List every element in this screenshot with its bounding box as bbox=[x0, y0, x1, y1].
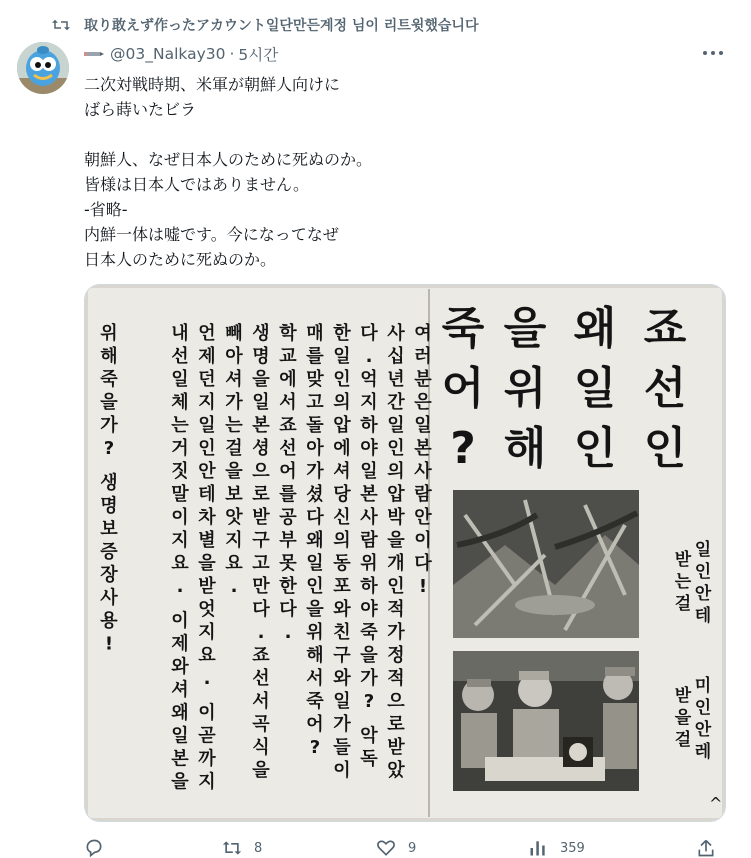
like-button[interactable] bbox=[376, 838, 416, 858]
share-button[interactable] bbox=[696, 838, 728, 858]
body-column: 한 일 인 의 압 에 셔 당 신 의 동 포 와 친 구 와 일 가 들 이 bbox=[333, 323, 351, 781]
tweet-line: 二次対戦時期、米軍が朝鮮人向けに bbox=[84, 75, 341, 94]
tweet-line bbox=[84, 122, 724, 147]
body-column: 여 러 분 은 일 본 사 람 안 이 다 ! bbox=[414, 323, 432, 597]
title-column: 죠 선 인 bbox=[643, 303, 687, 474]
retweet-icon bbox=[222, 838, 242, 858]
retweet-button[interactable] bbox=[222, 838, 262, 858]
retweet-notice[interactable] bbox=[52, 14, 478, 36]
title-column: 죽 어 ? bbox=[441, 303, 485, 474]
tweet-time[interactable]: 5시간 bbox=[238, 46, 279, 64]
tweet-media-image[interactable] bbox=[84, 284, 726, 822]
avatar[interactable] bbox=[17, 42, 69, 94]
author-handle[interactable]: @03_Nalkay30 bbox=[110, 45, 226, 63]
views-count: 359 bbox=[560, 840, 585, 856]
body-column: 빼 아 셔 가 는 걸 을 보 앗 지 요 . bbox=[225, 323, 243, 597]
share-icon bbox=[696, 838, 716, 858]
retweet-count: 8 bbox=[254, 840, 263, 856]
body-column: 언 제 던 지 일 인 안 테 차 별 을 받 엇 지 요 . 이 곧 까 지 bbox=[198, 323, 216, 793]
tweet-line: 日本人のために死ぬのか。 bbox=[84, 250, 277, 269]
tweet-header bbox=[84, 44, 278, 64]
tweet-line: 朝鮮人、なぜ日本人のために死ぬのか。 bbox=[84, 150, 373, 169]
title-column: 을 위 해 bbox=[503, 303, 547, 474]
body-column: 사 십 년 간 일 인 의 압 박 을 개 인 적 가 정 적 으 로 받 았 bbox=[387, 323, 405, 781]
body-column: 매 를 맞 고 돌 아 가 셨 다 왜 일 인 을 위 해 서 죽 어 ? bbox=[306, 323, 324, 758]
reply-icon bbox=[84, 838, 104, 858]
views-button[interactable] bbox=[528, 838, 585, 858]
body-column: 생 명 을 일 본 셩 으 로 받 구 고 만 다 . 죠 선 서 곡 식 을 bbox=[252, 323, 270, 781]
photo-soldiers bbox=[453, 651, 639, 791]
retweet-icon bbox=[52, 17, 70, 33]
caption-column: 받 는 걸 bbox=[674, 550, 692, 614]
more-dots-icon[interactable] bbox=[700, 44, 726, 62]
tweet-line: -省略- bbox=[84, 200, 128, 219]
avatar-image bbox=[17, 42, 69, 94]
caption-column: 받 을 걸 bbox=[674, 686, 692, 750]
heart-icon bbox=[376, 838, 396, 858]
header-separator: · bbox=[229, 45, 235, 63]
caption-column: 미 인 안 레 bbox=[694, 676, 712, 762]
like-count: 9 bbox=[408, 840, 417, 856]
reply-button[interactable] bbox=[84, 838, 116, 858]
views-icon bbox=[528, 838, 548, 858]
caption-column: 일 인 안 테 bbox=[694, 540, 712, 626]
tweet-text bbox=[84, 72, 724, 272]
pencil-icon bbox=[84, 48, 104, 60]
body-column: 다 . 억 지 하 야 일 본 사 람 위 하 야 죽 을 가 ? 악 독 bbox=[360, 323, 378, 770]
title-column: 왜 일 인 bbox=[573, 303, 617, 474]
page-mark: ^ bbox=[709, 794, 723, 813]
body-column: 위 해 죽 을 가 ? 생 명 보 증 장 사 용 ! bbox=[100, 323, 118, 655]
tweet-actions bbox=[84, 838, 724, 858]
leaflet-scan bbox=[85, 285, 725, 821]
body-column: 학 교 에 서 죠 선 어 를 공 부 못 한 다 . bbox=[279, 323, 297, 643]
tweet-line: ばら蒔いたビラ bbox=[84, 100, 197, 119]
tweet-line: 内鮮一体は嘘です。今になってなぜ bbox=[84, 225, 339, 244]
tweet-line: 皆様は日本人ではありません。 bbox=[84, 175, 309, 194]
photo-foliage bbox=[453, 490, 639, 638]
body-column: 내 선 일 체 는 거 짓 말 이 지 요 . 이 제 와 셔 왜 일 본 을 bbox=[171, 323, 189, 793]
retweet-notice-text: 取り敢えず作ったアカウント일단만든계정 님이 리트윗했습니다 bbox=[84, 18, 479, 34]
